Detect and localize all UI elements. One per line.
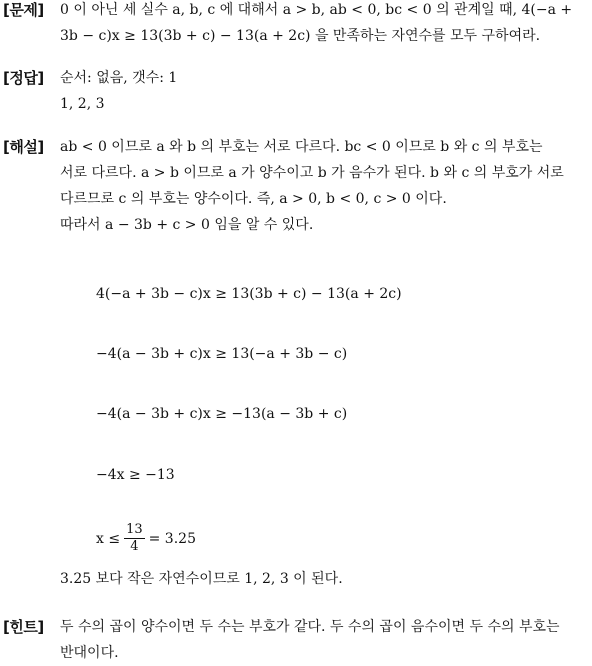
hint-label: [힌트] (3, 618, 44, 636)
hint-text (60, 614, 590, 666)
hint-line: 두 수의 곱이 양수이면 두 수는 부호가 같다. 두 수의 곱이 음수이면 두 수의 부호는 (60, 619, 560, 635)
answer-label: [정답] (3, 69, 44, 87)
final-lhs: x ≤ (96, 530, 121, 547)
problem-line: 0 이 아닌 세 실수 a, b, c 에 대해서 a > b, ab < 0, bc < 0 의 관계일 때, 4(−a + (60, 2, 573, 18)
problem-line: 3b − c)x ≥ 13(3b + c) − 13(a + 2c) 을 만족하는 자연수를 모두 구하여라. (60, 28, 541, 44)
problem-text (60, 0, 590, 49)
equation-step-2: −4(a − 3b + c)x ≥ 13(−a + 3b − c) (96, 346, 348, 362)
answer-line: 순서: 없음, 갯수: 1 (60, 70, 178, 86)
fraction (124, 522, 145, 555)
solution-conclusion: 3.25 보다 작은 자연수이므로 1, 2, 3 이 된다. (60, 571, 343, 587)
solution-text (60, 134, 590, 238)
solution-line: 다르므로 c 의 부호는 양수이다. 즉, a > 0, b < 0, c > 0 이다. (60, 191, 447, 207)
solution-line: 서로 다르다. a > b 이므로 a 가 양수이고 b 가 음수가 된다. b 와 c 의 부호가 서로 (60, 165, 564, 181)
answer-text (60, 65, 590, 117)
solution-label: [해설] (3, 138, 44, 156)
solution-line: 따라서 a − 3b + c > 0 임을 알 수 있다. (60, 217, 314, 233)
final-rhs: = 3.25 (148, 530, 196, 547)
equation-step-1: 4(−a + 3b − c)x ≥ 13(3b + c) − 13(a + 2c) (96, 286, 402, 302)
fraction-denominator: 4 (130, 539, 139, 554)
equation-step-4: −4x ≥ −13 (96, 467, 175, 483)
equation-final (96, 522, 196, 555)
fraction-numerator: 13 (126, 522, 143, 537)
equation-step-3: −4(a − 3b + c)x ≥ −13(a − 3b + c) (96, 406, 348, 422)
hint-line: 반대이다. (60, 645, 119, 661)
answer-values: 1, 2, 3 (60, 96, 105, 112)
problem-label: [문제] (3, 1, 44, 19)
solution-line: ab < 0 이므로 a 와 b 의 부호는 서로 다르다. bc < 0 이므로 b 와 c 의 부호는 (60, 139, 543, 155)
